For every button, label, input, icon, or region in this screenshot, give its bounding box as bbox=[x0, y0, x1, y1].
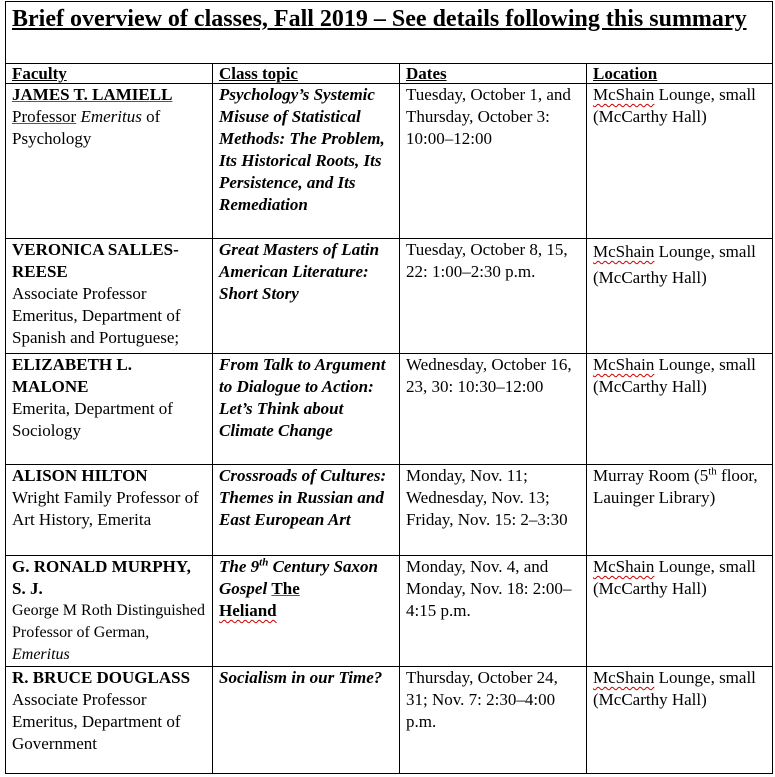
faculty-cell bbox=[6, 667, 213, 774]
class-topic: From Talk to Argument to Dialogue to Action: Let’s Think about Climate Change bbox=[213, 354, 400, 465]
faculty-cell bbox=[6, 84, 213, 239]
table-row bbox=[6, 556, 773, 667]
faculty-title-part: Professor bbox=[12, 107, 77, 126]
table-row bbox=[6, 465, 773, 556]
location-detail: Lounge, small (McCarthy Hall) bbox=[593, 355, 756, 396]
faculty-name: R. BRUCE DOUGLASS bbox=[12, 668, 191, 687]
topic-part: Heliand bbox=[219, 601, 277, 620]
class-dates: Wednesday, October 16, 23, 30: 10:30–12:00 bbox=[400, 354, 587, 465]
faculty-name: ALISON HILTON bbox=[12, 466, 148, 485]
header-class-topic: Class topic bbox=[213, 64, 400, 84]
topic-superscript: th bbox=[259, 556, 269, 569]
class-dates: Thursday, October 24, 31; Nov. 7: 2:30–4:00 p.m. bbox=[400, 667, 587, 774]
location-detail: Lounge, small (McCarthy Hall) bbox=[593, 85, 756, 126]
faculty-title-part: Emeritus bbox=[12, 646, 70, 663]
faculty-cell bbox=[6, 239, 213, 354]
table-row bbox=[6, 667, 773, 774]
location-name: McShain bbox=[593, 85, 655, 104]
faculty-title-part: George M Roth Distinguished Professor of German, bbox=[12, 602, 206, 641]
location-name: McShain bbox=[593, 242, 655, 261]
location-superscript: th bbox=[708, 465, 717, 478]
location-detail: floor, Lauinger Library) bbox=[593, 466, 758, 507]
class-topic: Great Masters of Latin American Literature: Short Story bbox=[213, 239, 400, 354]
location-detail: Lounge, small (McCarthy Hall) bbox=[593, 242, 756, 287]
location-detail: Lounge, small (McCarthy Hall) bbox=[593, 557, 756, 598]
faculty-title: Associate Professor Emeritus, Department of Spanish and Portuguese; bbox=[12, 284, 181, 347]
faculty-title: Emerita, Department of Sociology bbox=[12, 399, 173, 440]
class-dates: Tuesday, October 1, and Thursday, October 3: 10:00–12:00 bbox=[400, 84, 587, 239]
class-dates: Tuesday, October 8, 15, 22: 1:00–2:30 p.m. bbox=[400, 239, 587, 354]
header-location: Location bbox=[587, 64, 773, 84]
faculty-cell bbox=[6, 465, 213, 556]
faculty-cell bbox=[6, 354, 213, 465]
faculty-name: G. RONALD MURPHY, S. J. bbox=[12, 557, 191, 598]
location-name: McShain bbox=[593, 557, 655, 576]
table-row bbox=[6, 354, 773, 465]
class-location bbox=[587, 84, 773, 239]
faculty-title: Associate Professor Emeritus, Department of Government bbox=[12, 690, 181, 753]
class-topic bbox=[213, 556, 400, 667]
faculty-name: JAMES T. LAMIELL bbox=[12, 85, 173, 104]
class-location bbox=[587, 354, 773, 465]
class-location bbox=[587, 667, 773, 774]
class-topic: Psychology’s Systemic Misuse of Statistical Methods: The Problem, Its Historical Roots, Its Persistence, and Its Remediation bbox=[213, 84, 400, 239]
topic-part: Century Saxon Gospel bbox=[219, 557, 378, 598]
class-dates: Monday, Nov. 4, and Monday, Nov. 18: 2:00–4:15 p.m. bbox=[400, 556, 587, 667]
header-dates: Dates bbox=[400, 64, 587, 84]
topic-part: The 9 bbox=[219, 557, 260, 576]
faculty-cell bbox=[6, 556, 213, 667]
table-row bbox=[6, 84, 773, 239]
class-dates: Monday, Nov. 11; Wednesday, Nov. 13; Friday, Nov. 15: 2–3:30 bbox=[400, 465, 587, 556]
document-title: Brief overview of classes, Fall 2019 – See details following this summary bbox=[6, 2, 773, 64]
topic-part: The bbox=[271, 579, 300, 598]
table-row bbox=[6, 239, 773, 354]
faculty-title-part: Emeritus bbox=[76, 107, 142, 126]
class-topic: Crossroads of Cultures: Themes in Russian and East European Art bbox=[213, 465, 400, 556]
faculty-title bbox=[12, 600, 206, 666]
faculty-title bbox=[12, 106, 206, 150]
class-topic: Socialism in our Time? bbox=[213, 667, 400, 774]
faculty-name: VERONICA SALLES-REESE bbox=[12, 240, 179, 281]
header-faculty: Faculty bbox=[6, 64, 213, 84]
location-name: McShain bbox=[593, 668, 655, 687]
location-detail: Lounge, small (McCarthy Hall) bbox=[593, 668, 756, 709]
classes-table bbox=[5, 1, 773, 774]
class-location bbox=[587, 239, 773, 354]
faculty-title: Wright Family Professor of Art History, Emerita bbox=[12, 488, 199, 529]
class-location bbox=[587, 556, 773, 667]
location-name: Murray Room (5 bbox=[593, 466, 709, 485]
faculty-title-part: of Psychology bbox=[12, 107, 161, 148]
class-location bbox=[587, 465, 773, 556]
location-name: McShain bbox=[593, 355, 655, 374]
faculty-name: ELIZABETH L. MALONE bbox=[12, 355, 132, 396]
